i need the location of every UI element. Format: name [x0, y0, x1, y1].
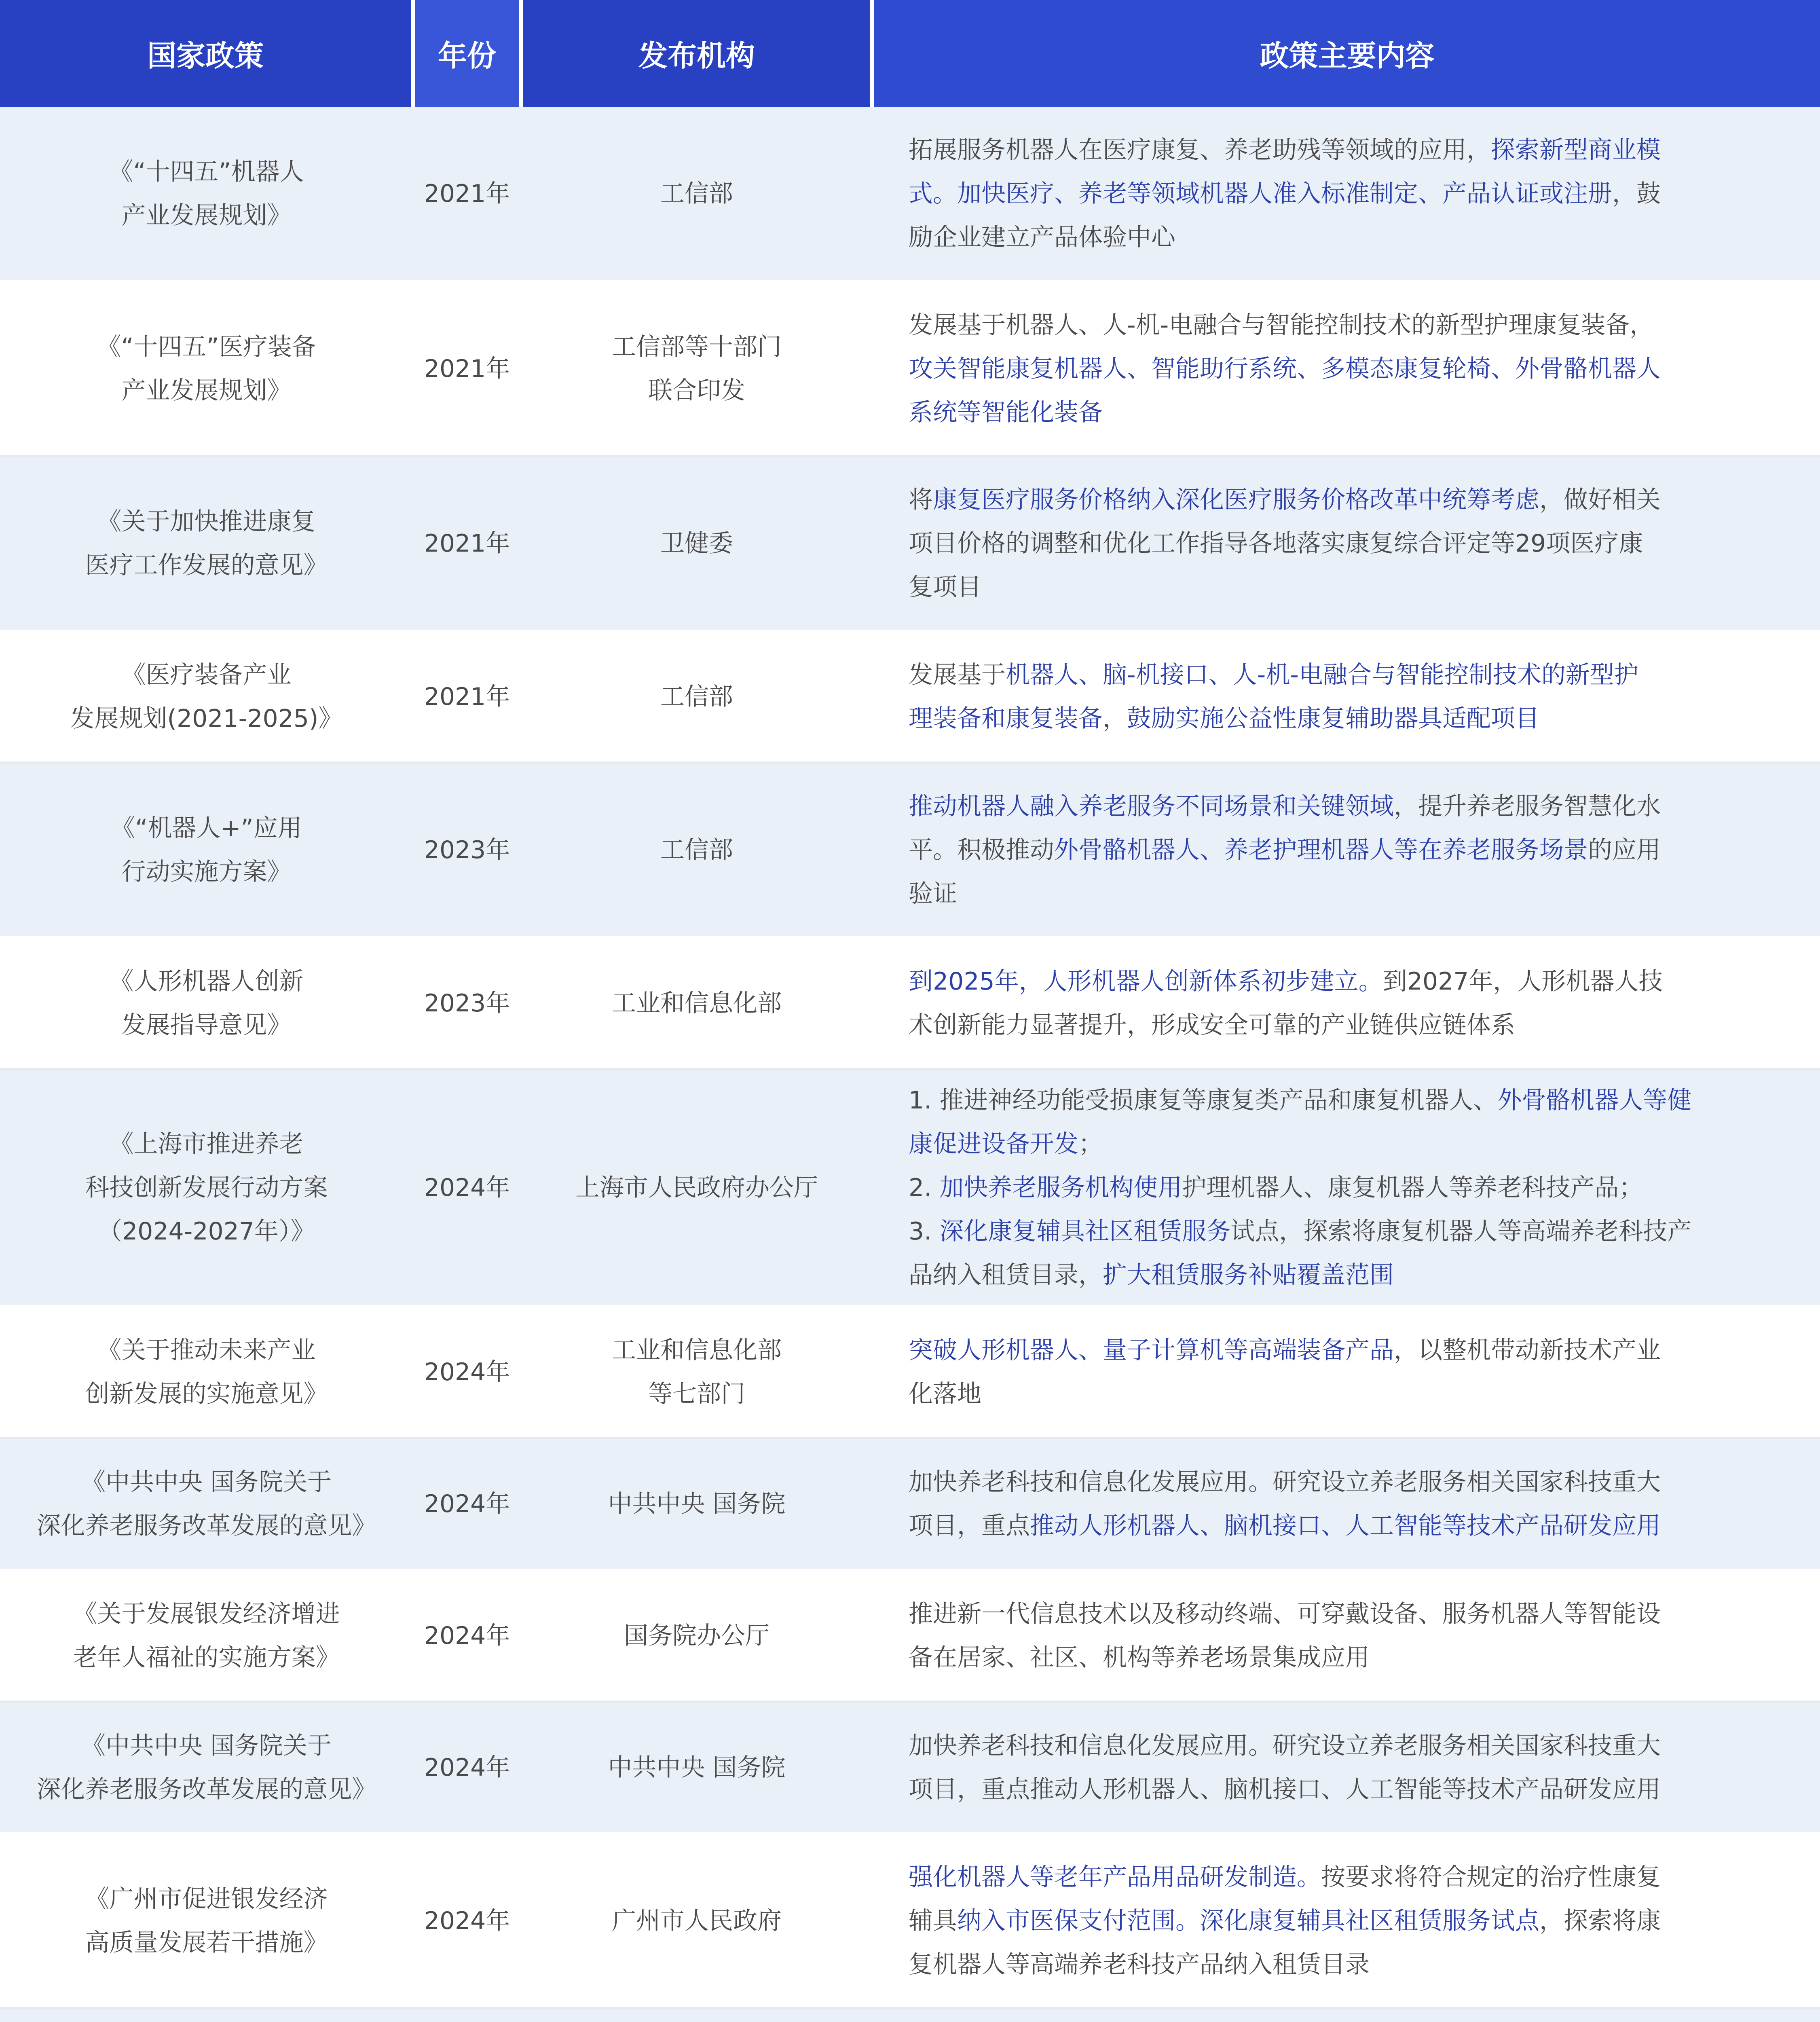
highlighted-text: 理装备和康复装备: [909, 704, 1103, 733]
policy-name: [0, 107, 413, 281]
policy-content: [872, 631, 1820, 763]
policy-org-line: 工业和信息化部: [612, 1336, 782, 1364]
policy-name-line: 《关于发展银发经济增进: [73, 1600, 340, 1628]
content-text: 的应用: [1588, 836, 1661, 864]
header-org: 发布机构: [521, 0, 872, 107]
policy-content-line: [909, 1328, 1784, 1372]
highlighted-text: 鼓励实施公益性康复辅助器具适配项目: [1127, 704, 1539, 733]
policy-name-line: 《“机器人+”应用: [111, 814, 302, 842]
content-text: 2.: [909, 1174, 940, 1202]
policy-content-line: [909, 697, 1784, 740]
policy-name-line: 创新发展的实施意见》: [85, 1380, 328, 1408]
policy-content-line: [909, 128, 1784, 172]
policy-year: 2024年: [413, 1438, 521, 1570]
policy-org: [521, 2008, 872, 2022]
policy-content-line: [909, 172, 1784, 216]
policy-name-line: 发展指导意见》: [121, 1011, 292, 1039]
highlighted-text: 攻关智能康复机器人、智能助行系统、多模态康复轮椅、外骨骼机器人: [909, 355, 1661, 383]
policy-org: [521, 631, 872, 763]
table-row: [0, 281, 1820, 456]
highlighted-text: 深化康复辅具社区租赁服务: [939, 1217, 1231, 1246]
policy-name: [0, 281, 413, 456]
policy-content-line: [909, 828, 1784, 872]
content-text: ，以整机带动新技术产业: [1394, 1336, 1661, 1364]
content-text: 项目价格的调整和优化工作指导各地落实康复综合评定等29项医疗康: [909, 529, 1643, 558]
highlighted-text: 康复医疗服务价格纳入深化医疗服务价格改革中统筹考虑: [933, 486, 1539, 514]
policy-name-line: 《广州市促进银发经济: [85, 1885, 328, 1913]
policy-content-line: [909, 1943, 1784, 1986]
policy-content-line: [909, 1003, 1784, 1047]
content-text: 术创新能力显著提升，形成安全可靠的产业链供应链体系: [909, 1011, 1515, 1039]
policy-org-line: 中共中央 国务院: [608, 1490, 786, 1518]
content-text: 辅具: [909, 1907, 957, 1935]
policy-content-line: [909, 391, 1784, 434]
policy-content: [872, 456, 1820, 631]
policy-name: [0, 1702, 413, 1834]
policy-org-line: 工信部: [660, 179, 733, 208]
content-text: 复机器人等高端养老科技产品纳入租赁目录: [909, 1950, 1370, 1979]
table-header: [0, 0, 1820, 107]
policy-year: 2024年: [413, 1570, 521, 1702]
policy-year: [413, 2008, 521, 2022]
policy-content-line: [909, 960, 1784, 1003]
highlighted-text: 式。加快医疗、养老等领域机器人准入标准制定、产品认证或注册: [909, 179, 1612, 208]
content-text: 品纳入租赁目录，: [909, 1261, 1103, 1289]
table-row: [0, 631, 1820, 763]
content-text: ，探索将康: [1539, 1907, 1661, 1935]
policy-content-line: [909, 785, 1784, 828]
policy-content: [872, 1702, 1820, 1834]
highlighted-text: 加快养老服务机构使用: [939, 1174, 1182, 1202]
policy-year: 2021年: [413, 631, 521, 763]
content-text: ，: [1103, 704, 1127, 733]
policy-org-line: 国务院办公厅: [624, 1622, 769, 1650]
policy-content-line: [909, 1899, 1784, 1943]
highlighted-text: 纳入市医保支付范围。深化康复辅具社区租赁服务试点: [957, 1907, 1539, 1935]
highlighted-text: 强化机器人等老年产品用品研发制造。: [909, 1863, 1321, 1891]
content-text: 化落地: [909, 1380, 981, 1408]
content-text: 拓展服务机器人在医疗康复、养老助残等领域的应用，: [909, 135, 1491, 164]
policy-name: [0, 456, 413, 631]
policy-org-line: 广州市人民政府: [612, 1907, 782, 1935]
policy-content: [872, 1438, 1820, 1570]
content-text: 励企业建立产品体验中心: [909, 223, 1175, 252]
highlighted-text: 推动人形机器人、脑机接口、人工智能等技术产品研发应用: [1030, 1512, 1661, 1540]
policy-name-line: 《中共中央 国务院关于: [81, 1732, 332, 1760]
policy-org-line: 工信部等十部门: [612, 333, 782, 361]
policy-name: [0, 1306, 413, 1438]
content-text: 复项目: [909, 573, 981, 601]
policy-name-line: 《“十四五”医疗装备: [97, 333, 316, 361]
header-row: [0, 0, 1820, 107]
content-text: 平。积极推动: [909, 836, 1054, 864]
policy-org-line: 卫健委: [660, 529, 733, 558]
table-row: [0, 1702, 1820, 1834]
content-text: ，鼓: [1612, 179, 1661, 208]
policy-year: 2021年: [413, 281, 521, 456]
highlighted-text: 康促进设备开发: [909, 1130, 1078, 1158]
policy-content-line: [909, 1636, 1784, 1679]
policy-content: [872, 937, 1820, 1069]
content-text: 1. 推进神经功能受损康复等康复类产品和康复机器人、: [909, 1086, 1498, 1115]
policy-org: [521, 1438, 872, 1570]
policy-org-line: 工信部: [660, 683, 733, 711]
header-policy: 国家政策: [0, 0, 413, 107]
content-text: 按要求将符合规定的治疗性康复: [1321, 1863, 1661, 1891]
policy-year: 2023年: [413, 763, 521, 937]
policy-content-line: [909, 1768, 1784, 1811]
highlighted-text: 系统等智能化装备: [909, 398, 1103, 427]
content-text: 护理机器人、康复机器人等养老科技产品；: [1182, 1174, 1643, 1202]
policy-content-line: [909, 216, 1784, 259]
policy-name-line: 产业发展规划》: [121, 376, 292, 405]
policy-org: [521, 281, 872, 456]
policy-org-line: 工信部: [660, 836, 733, 864]
policy-org: [521, 456, 872, 631]
policy-year: 2021年: [413, 107, 521, 281]
policy-org-line: 联合印发: [648, 376, 745, 405]
table-row: [0, 1834, 1820, 2008]
table-row: [0, 456, 1820, 631]
content-text: 项目，重点: [909, 1512, 1030, 1540]
policy-org: [521, 937, 872, 1069]
highlighted-text: 机器人、脑-机接口、人-机-电融合与智能控制技术的新型护: [1006, 661, 1638, 689]
policy-name-line: 《关于推动未来产业: [97, 1336, 316, 1364]
highlighted-text: 外骨骼机器人等健: [1497, 1086, 1692, 1115]
policy-name-line: 《“十四五”机器人: [109, 157, 304, 186]
table-row: [0, 1570, 1820, 1702]
policy-content-line: [909, 1460, 1784, 1504]
highlighted-text: 突破人形机器人、量子计算机等高端装备产品: [909, 1336, 1394, 1364]
policy-org: [521, 1069, 872, 1306]
header-content: 政策主要内容: [872, 0, 1820, 107]
content-text: 加快养老科技和信息化发展应用。研究设立养老服务相关国家科技重大: [909, 1468, 1661, 1496]
policy-content-line: [909, 522, 1784, 565]
policy-content-line: [909, 347, 1784, 391]
highlighted-text: 扩大租赁服务补贴覆盖范围: [1103, 1261, 1394, 1289]
content-text: ，提升养老服务智慧化水: [1394, 792, 1661, 821]
policy-name-line: （2024-2027年）》: [97, 1217, 315, 1246]
policy-name-line: 深化养老服务改革发展的意见》: [36, 1775, 376, 1804]
policy-org: [521, 107, 872, 281]
policy-org-line: 上海市人民政府办公厅: [575, 1174, 818, 1202]
policy-org: [521, 1306, 872, 1438]
policy-name: [0, 1834, 413, 2008]
policy-org-line: 等七部门: [648, 1380, 745, 1408]
table-row: [0, 107, 1820, 281]
policy-year: 2024年: [413, 1834, 521, 2008]
table-row: [0, 937, 1820, 1069]
content-text: 加快养老科技和信息化发展应用。研究设立养老服务相关国家科技重大: [909, 1732, 1661, 1760]
table-row: [0, 1069, 1820, 1306]
policy-content: [872, 1069, 1820, 1306]
policy-name-line: 高质量发展若干措施》: [85, 1929, 328, 1957]
highlighted-text: 探索新型商业模: [1491, 135, 1661, 164]
policy-name: [0, 1069, 413, 1306]
policy-org-line: 工业和信息化部: [612, 989, 782, 1017]
policy-name-line: 发展规划(2021-2025)》: [70, 704, 343, 733]
policy-org: [521, 763, 872, 937]
content-text: 验证: [909, 880, 957, 908]
policy-content-line: [909, 1504, 1784, 1548]
policy-content-line: [909, 1122, 1784, 1166]
policy-org: [521, 1702, 872, 1834]
policy-content: [872, 1570, 1820, 1702]
policy-content-line: [909, 872, 1784, 916]
content-text: 到2027年，人形机器人技: [1382, 967, 1663, 996]
policy-content-line: [909, 303, 1784, 347]
highlighted-text: 推动机器人融入养老服务不同场景和关键领域: [909, 792, 1394, 821]
table-row: [0, 1306, 1820, 1438]
policy-content-line: [909, 1592, 1784, 1636]
policy-content: [872, 107, 1820, 281]
content-text: 发展基于: [909, 661, 1006, 689]
content-text: 3.: [909, 1217, 940, 1246]
content-text: 发展基于机器人、人-机-电融合与智能控制技术的新型护理康复装备，: [909, 311, 1654, 339]
policy-content-line: [909, 478, 1784, 522]
policy-name: [0, 2008, 413, 2022]
content-text: 试点，探索将康复机器人等高端养老科技产: [1230, 1217, 1692, 1246]
policy-name: [0, 1570, 413, 1702]
policy-name: [0, 763, 413, 937]
policy-year: 2021年: [413, 456, 521, 631]
header-year: 年份: [413, 0, 521, 107]
policy-name: [0, 1438, 413, 1570]
policy-content-line: [909, 1855, 1784, 1899]
policy-year: 2024年: [413, 1306, 521, 1438]
policy-content: [872, 763, 1820, 937]
table-row: [0, 2008, 1820, 2022]
policy-content: [872, 2008, 1820, 2022]
policy-name-line: 科技创新发展行动方案: [85, 1174, 328, 1202]
policy-content: [872, 1834, 1820, 2008]
policy-content-line: [909, 1210, 1784, 1253]
content-text: ；: [1078, 1130, 1103, 1158]
content-text: 备在居家、社区、机构等养老场景集成应用: [909, 1643, 1370, 1672]
policy-name-line: 《上海市推进养老: [109, 1130, 304, 1158]
highlighted-text: 外骨骼机器人、养老护理机器人等在养老服务场景: [1054, 836, 1588, 864]
policy-content-line: [909, 565, 1784, 609]
policy-content-line: [909, 1253, 1784, 1297]
policy-org: [521, 1570, 872, 1702]
policy-content-line: [909, 1079, 1784, 1122]
policy-content: [872, 281, 1820, 456]
policy-year: 2024年: [413, 1702, 521, 1834]
policy-content-line: [909, 1372, 1784, 1416]
table-body: [0, 107, 1820, 2022]
policy-year: 2024年: [413, 1069, 521, 1306]
policy-name: [0, 937, 413, 1069]
content-text: 推进新一代信息技术以及移动终端、可穿戴设备、服务机器人等智能设: [909, 1600, 1661, 1628]
content-text: ，做好相关: [1539, 486, 1661, 514]
policy-name-line: 《人形机器人创新: [109, 967, 304, 996]
policy-name-line: 医疗工作发展的意见》: [85, 551, 328, 580]
policy-name-line: 《关于加快推进康复: [97, 508, 316, 536]
content-text: 将: [909, 486, 933, 514]
highlighted-text: 到2025年，人形机器人创新体系初步建立。: [909, 967, 1383, 996]
policy-name-line: 产业发展规划》: [121, 201, 292, 230]
policy-content: [872, 1306, 1820, 1438]
policy-org: [521, 1834, 872, 2008]
table-row: [0, 763, 1820, 937]
table-row: [0, 1438, 1820, 1570]
policy-name: [0, 631, 413, 763]
policy-name-line: 《医疗装备产业: [121, 661, 292, 689]
policy-org-line: 中共中央 国务院: [608, 1753, 786, 1782]
policy-name-line: 《中共中央 国务院关于: [81, 1468, 332, 1496]
policy-content-line: [909, 1166, 1784, 1210]
policy-content-line: [909, 653, 1784, 697]
policy-name-line: 行动实施方案》: [121, 858, 292, 886]
policy-year: 2023年: [413, 937, 521, 1069]
policy-name-line: 深化养老服务改革发展的意见》: [36, 1512, 376, 1540]
policy-content-line: [909, 1724, 1784, 1768]
policy-name-line: 老年人福祉的实施方案》: [73, 1643, 340, 1672]
content-text: 项目，重点推动人形机器人、脑机接口、人工智能等技术产品研发应用: [909, 1775, 1661, 1804]
